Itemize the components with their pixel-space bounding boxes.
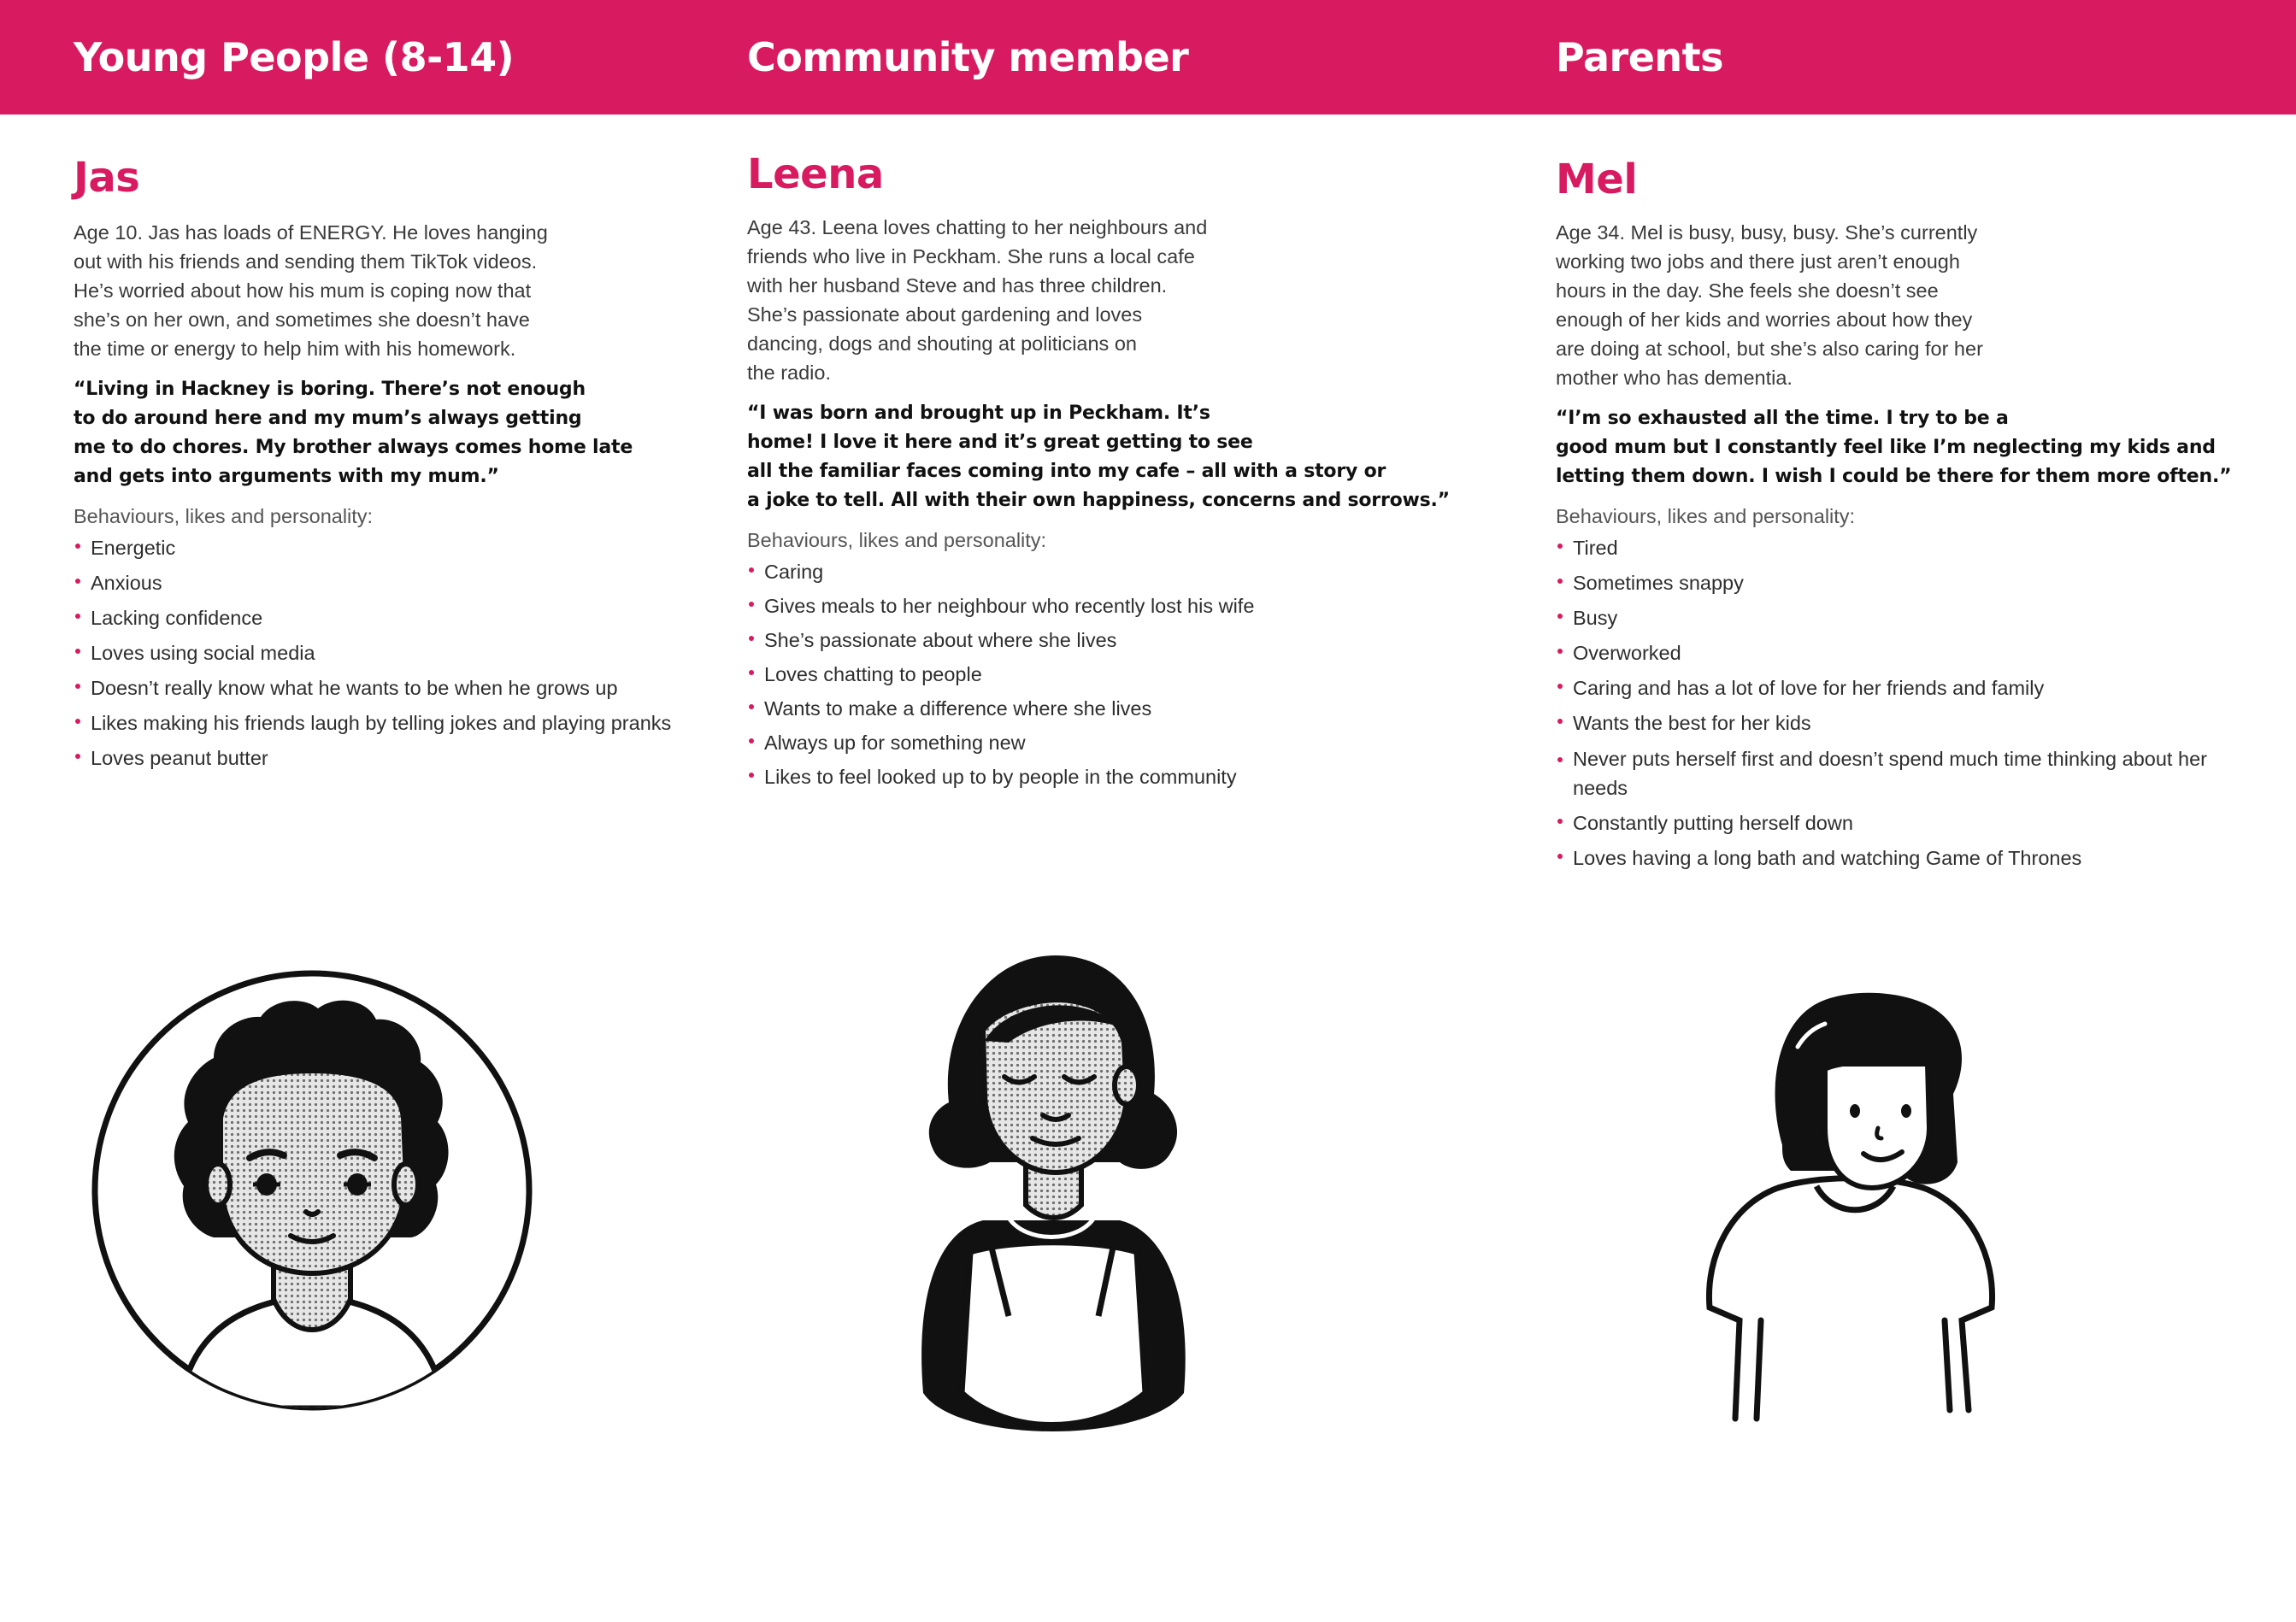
trait-item: Energetic — [74, 531, 732, 566]
persona-quote — [1556, 404, 2257, 491]
trait-item: Sometimes snappy — [1556, 566, 2257, 601]
quote-line: letting them down. I wish I could be there for them more often.” — [1556, 466, 2232, 487]
trait-item: Caring and has a lot of love for her friends and family — [1556, 671, 2257, 706]
trait-item: Wants to make a difference where she lives — [747, 691, 1482, 726]
trait-item: Gives meals to her neighbour who recently lost his wife — [747, 589, 1482, 623]
description-line: mother who has dementia. — [1556, 367, 1793, 389]
trait-item: Lacking confidence — [74, 601, 732, 636]
trait-item: Constantly putting herself down — [1556, 806, 2257, 841]
description-line: enough of her kids and worries about how they — [1556, 309, 1973, 331]
trait-item: Caring — [747, 555, 1482, 589]
persona-name: Jas — [74, 154, 140, 202]
traits-list — [1556, 531, 2257, 876]
quote-line: a joke to tell. All with their own happiness, concerns and sorrows.” — [747, 490, 1450, 511]
persona-description — [74, 218, 732, 363]
traits-label: Behaviours, likes and personality: — [1556, 505, 1856, 527]
quote-line: “Living in Hackney is boring. There’s not enough — [74, 379, 586, 400]
traits-list — [74, 531, 732, 776]
quote-line: home! I love it here and it’s great getting to see — [747, 432, 1253, 453]
quote-line: and gets into arguments with my mum.” — [74, 466, 499, 487]
traits-label: Behaviours, likes and personality: — [747, 529, 1047, 551]
description-line: Age 34. Mel is busy, busy, busy. She’s currently — [1556, 221, 1978, 244]
header-community-member: Community member — [747, 34, 1189, 80]
trait-item: Busy — [1556, 601, 2257, 636]
trait-item: Always up for something new — [747, 726, 1482, 760]
persona-column-jas — [74, 152, 732, 776]
description-line: she’s on her own, and sometimes she doesn’t have — [74, 309, 530, 331]
description-line: working two jobs and there just aren’t enough — [1556, 250, 1960, 273]
description-line: He’s worried about how his mum is coping now that — [74, 279, 532, 302]
persona-name: Leena — [747, 150, 884, 198]
description-line: are doing at school, but she’s also caring for her — [1556, 338, 1983, 360]
description-line: hours in the day. She feels she doesn’t see — [1556, 279, 1939, 302]
persona-quote — [74, 375, 732, 491]
persona-column-mel — [1556, 154, 2257, 876]
description-line: out with his friends and sending them TikTok videos. — [74, 250, 538, 273]
trait-item: Loves peanut butter — [74, 741, 732, 776]
trait-item: Anxious — [74, 566, 732, 601]
persona-name: Mel — [1556, 156, 1638, 203]
persona-column-leena — [747, 149, 1482, 794]
trait-item: Loves having a long bath and watching Game of Thrones — [1556, 841, 2257, 876]
header-young-people: Young People (8-14) — [74, 34, 515, 80]
description-line: Age 10. Jas has loads of ENERGY. He loves hanging — [74, 221, 548, 244]
description-line: Age 43. Leena loves chatting to her neighbours and — [747, 216, 1208, 238]
woman-bangs-avatar-icon — [1697, 983, 2005, 1427]
description-line: the time or energy to help him with his homework. — [74, 338, 516, 360]
persona-description — [1556, 218, 2257, 392]
trait-item: Tired — [1556, 531, 2257, 566]
quote-line: “I was born and brought up in Peckham. It’s — [747, 403, 1210, 424]
quote-line: all the familiar faces coming into my cafe – all with a story or — [747, 461, 1386, 482]
trait-item: Likes to feel looked up to by people in the community — [747, 760, 1482, 794]
trait-item: Never puts herself first and doesn’t spend much time thinking about her needs — [1556, 744, 2248, 802]
quote-line: me to do chores. My brother always comes home late — [74, 437, 633, 458]
trait-item: Doesn’t really know what he wants to be when he grows up — [74, 671, 732, 706]
description-line: with her husband Steve and has three children. — [747, 274, 1168, 297]
quote-line: good mum but I constantly feel like I’m neglecting my kids and — [1556, 437, 2216, 458]
traits-label: Behaviours, likes and personality: — [74, 505, 374, 527]
trait-item: Wants the best for her kids — [1556, 706, 2257, 741]
quote-line: to do around here and my mum’s always getting — [74, 408, 582, 429]
trait-item: Loves chatting to people — [747, 657, 1482, 691]
description-line: dancing, dogs and shouting at politicians on — [747, 332, 1137, 355]
traits-list — [747, 555, 1482, 794]
description-line: She’s passionate about gardening and loves — [747, 303, 1143, 326]
persona-description — [747, 213, 1482, 387]
woman-apron-avatar-icon — [889, 949, 1214, 1453]
description-line: the radio. — [747, 361, 831, 384]
trait-item: Likes making his friends laugh by telling jokes and playing pranks — [74, 706, 732, 741]
boy-avatar-icon — [85, 964, 539, 1417]
quote-line: “I’m so exhausted all the time. I try to be a — [1556, 408, 2009, 429]
description-line: friends who live in Peckham. She runs a local cafe — [747, 245, 1195, 267]
persona-quote — [747, 399, 1482, 515]
trait-item: She’s passionate about where she lives — [747, 623, 1482, 657]
trait-item: Overworked — [1556, 636, 2257, 671]
header-parents: Parents — [1556, 34, 1724, 80]
trait-item: Loves using social media — [74, 636, 732, 671]
